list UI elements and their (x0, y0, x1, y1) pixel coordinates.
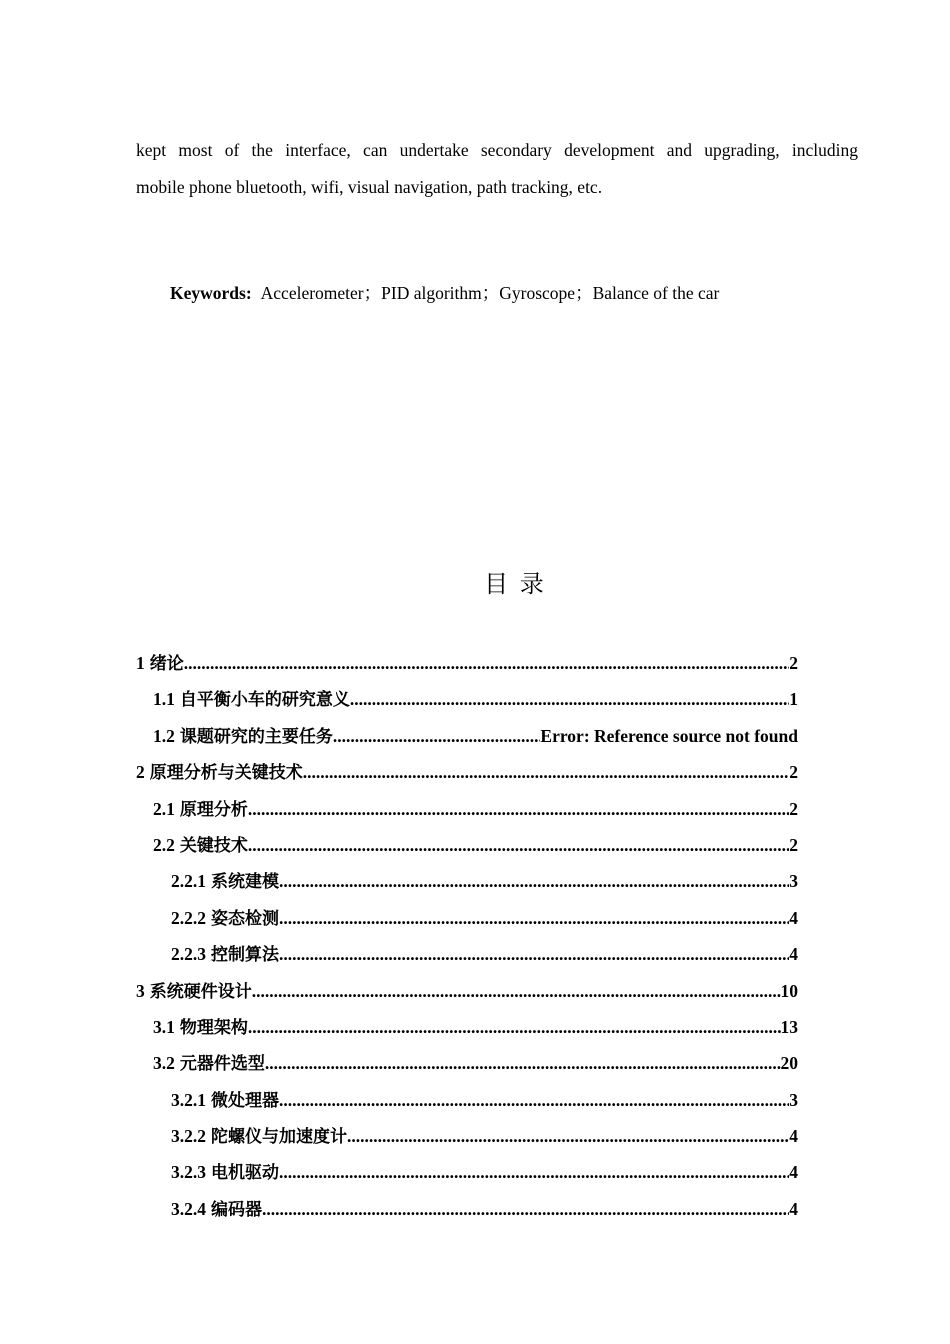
toc-page-number: 4 (789, 944, 798, 965)
toc-entry-title: 课题研究的主要任务 (179, 726, 333, 747)
toc-entry[interactable] (136, 645, 798, 681)
toc-entry[interactable] (136, 1154, 798, 1190)
toc-entry-number: 3.2.3 (171, 1162, 206, 1183)
toc-dot-leader (248, 827, 789, 863)
toc-dot-leader (252, 973, 781, 1009)
toc-page-number: 1 (789, 689, 798, 710)
toc-page-number: 2 (789, 653, 798, 673)
toc-entry-number: 3.2.2 (171, 1126, 206, 1147)
toc-dot-leader (279, 1154, 789, 1190)
toc-entry-title: 原理分析与关键技术 (149, 763, 303, 784)
toc-dot-leader (279, 1082, 789, 1118)
toc-dot-leader (248, 1009, 781, 1045)
toc-entry-number: 2.2.3 (171, 944, 206, 965)
keywords-label: Keywords: (170, 283, 252, 303)
toc-title: 目 录 (484, 570, 546, 598)
toc-page-number: 4 (789, 1198, 798, 1219)
toc-entry[interactable] (136, 973, 798, 1009)
toc-entry-number: 2.2.2 (171, 907, 206, 928)
toc-entry-title: 电机驱动 (211, 1163, 279, 1184)
toc-entry[interactable] (136, 1045, 798, 1081)
toc-page-number: 3 (789, 1089, 798, 1110)
toc-entry-title: 物理架构 (179, 1017, 248, 1038)
toc-page-number: 10 (780, 980, 798, 1001)
toc-entry-number: 2.2 (153, 834, 175, 855)
toc-entry-number: 3 (136, 980, 145, 1001)
toc-page-number: Error: Reference source not found (540, 725, 798, 746)
toc-entry[interactable] (136, 863, 798, 899)
toc-entry-title: 元器件选型 (179, 1054, 265, 1075)
table-of-contents (136, 645, 798, 1227)
toc-page-number: 4 (789, 1162, 798, 1183)
toc-entry[interactable] (136, 1009, 798, 1045)
toc-entry-number: 3.1 (153, 1016, 175, 1037)
toc-entry-title: 关键技术 (179, 835, 248, 856)
toc-dot-leader (279, 900, 789, 936)
toc-entry-number: 3.2 (153, 1053, 175, 1074)
keywords-text: Accelerometer；PID algorithm；Gyroscope；Balance of the car (260, 283, 720, 303)
toc-dot-leader (262, 1191, 789, 1227)
toc-entry[interactable] (136, 791, 798, 827)
toc-entry-number: 2 (136, 762, 145, 783)
toc-page-number: 4 (789, 1126, 798, 1147)
toc-entry-number: 2.1 (153, 798, 175, 819)
toc-entry[interactable] (136, 1082, 798, 1118)
toc-page-number: 20 (780, 1053, 798, 1074)
toc-dot-leader (265, 1045, 781, 1081)
toc-entry-title: 姿态检测 (211, 908, 279, 929)
toc-entry-title: 控制算法 (211, 945, 279, 966)
toc-entry[interactable] (136, 718, 798, 754)
toc-dot-leader (279, 936, 789, 972)
toc-entry[interactable] (136, 1191, 798, 1227)
toc-page-number: 13 (780, 1016, 798, 1037)
toc-dot-leader (279, 863, 789, 899)
toc-dot-leader (184, 645, 790, 681)
toc-entry-title: 自平衡小车的研究意义 (179, 690, 350, 711)
toc-page-number: 2 (789, 762, 798, 783)
toc-dot-leader (333, 718, 541, 754)
toc-page-number: 2 (789, 834, 798, 855)
toc-entry-title: 系统建模 (211, 872, 279, 893)
abstract-line-2: mobile phone bluetooth, wifi, visual navigation, path tracking, etc. (136, 177, 603, 197)
toc-entry-number: 1 (136, 653, 145, 673)
toc-entry[interactable] (136, 1118, 798, 1154)
toc-entry-number: 1.2 (153, 725, 175, 746)
toc-entry-number: 2.2.1 (171, 871, 206, 892)
toc-entry-title: 原理分析 (179, 799, 248, 820)
toc-entry-title: 绪论 (149, 654, 184, 674)
toc-entry[interactable] (136, 827, 798, 863)
toc-dot-leader (248, 791, 789, 827)
toc-entry[interactable] (136, 754, 798, 790)
toc-dot-leader (303, 754, 790, 790)
toc-page-number: 4 (789, 907, 798, 928)
toc-entry-title: 陀螺仪与加速度计 (211, 1127, 347, 1148)
toc-dot-leader (350, 681, 789, 717)
toc-page-number: 3 (789, 871, 798, 892)
toc-entry-number: 3.2.4 (171, 1198, 206, 1219)
toc-entry-title: 微处理器 (211, 1090, 279, 1111)
toc-page-number: 2 (789, 798, 798, 819)
toc-entry-number: 1.1 (153, 689, 175, 710)
toc-entry[interactable] (136, 900, 798, 936)
toc-entry-title: 编码器 (211, 1199, 262, 1220)
toc-entry-title: 系统硬件设计 (149, 981, 252, 1002)
abstract-paragraph (136, 132, 858, 206)
toc-entry-number: 3.2.1 (171, 1089, 206, 1110)
toc-dot-leader (347, 1118, 789, 1154)
toc-entry[interactable] (136, 681, 798, 717)
keywords-line (170, 281, 719, 305)
abstract-line-1: kept most of the interface, can undertake secondary development and upgrading, including (136, 140, 858, 160)
toc-entry[interactable] (136, 936, 798, 972)
